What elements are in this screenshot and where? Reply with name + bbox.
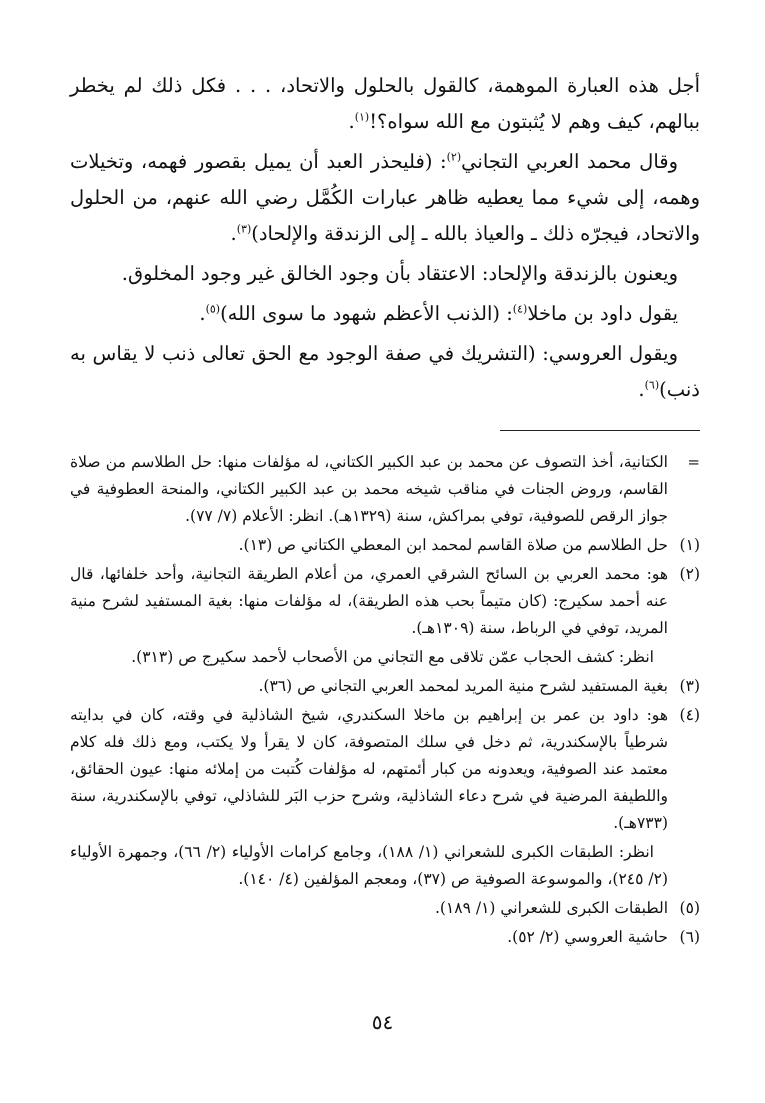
footnote-ref[interactable]: (١) (354, 110, 370, 124)
footnote-6 (70, 924, 700, 951)
paragraph-text: يقول داود بن ماخلا (527, 302, 678, 325)
footnote-text: الطبقات الكبرى للشعراني (١/ ١٨٩). (434, 899, 668, 917)
footnote-ref[interactable]: (٣) (236, 222, 252, 236)
paragraph-text: : (الذنب الأعظم شهود ما سوى الله) (220, 302, 513, 325)
footnote-text: الكتانية، أخذ التصوف عن محمد بن عبد الكبير الكتاني، له مؤلفات منها: حل الطلاسم من صلاة القاسم، وروض الجنات في مناقب شيخه محمد بن عبد الكبير الكتاني، والمنحة العطوفية في جواز الرقص للصوفية، توفي بمراكش، سنة (١٣٢٩هـ). انظر: الأعلام (٧/ ٧٧). (70, 453, 668, 525)
body-paragraph-3 (70, 256, 700, 292)
body-paragraph-5 (70, 336, 700, 408)
footnote-ref[interactable]: (٤) (512, 302, 528, 316)
footnote-text: حاشية العروسي (٢/ ٥٢). (507, 928, 668, 946)
footnote-number: (٢) (679, 565, 700, 583)
footnote-text: هو: محمد العربي بن السائح الشرقي العمري، من أعلام الطريقة التجانية، وأحد خلفائها، قال عنه أحمد سكيرج: (كان متيماً بحب هذه الطريقة)، له مؤلفات منها: بغية المستفيد لشرح منية المريد، توفي في الرباط، سنة (١٣٠٩هـ). (70, 565, 668, 637)
paragraph-end: . (638, 378, 645, 401)
body-paragraph-4 (70, 296, 700, 332)
page-content (70, 68, 700, 953)
footnote-number: (٦) (679, 928, 700, 946)
paragraph-text: وقال محمد العربي التجاني (461, 150, 678, 173)
footnote-text: انظر: كشف الحجاب عمّن تلاقى مع التجاني من الأصحاب لأحمد سكيرج ص (٣١٣). (131, 648, 654, 666)
footnote-text: بغية المستفيد لشرح منية المريد لمحمد العربي التجاني ص (٣٦). (258, 677, 668, 695)
footnote-text: انظر: الطبقات الكبرى للشعراني (١/ ١٨٨)، وجامع كرامات الأولياء (٢/ ٦٦)، وجمهرة الأولياء (٢/ ٢٤٥)، والموسوعة الصوفية ص (٣٧)، ومعجم المؤلفين (٤/ ١٤٠). (70, 843, 668, 888)
paragraph-text: ويقول العروسي: (التشريك في صفة الوجود مع الحق تعالى ذنب لا يقاس به ذنب) (70, 342, 700, 401)
page-number: ٥٤ (371, 1010, 394, 1034)
footnote-number: (٥) (679, 899, 700, 917)
footnote-divider (500, 430, 700, 431)
footnote-ref[interactable]: (٥) (205, 302, 221, 316)
footnote-ref[interactable]: (٦) (644, 378, 660, 392)
footnote-4-sources (70, 839, 700, 893)
continuation-mark: = (687, 453, 700, 471)
paragraph-end: . (199, 302, 206, 325)
paragraph-text: ويعنون بالزندقة والإلحاد: الاعتقاد بأن وجود الخالق غير وجود المخلوق. (121, 262, 678, 285)
footnote-2 (70, 561, 700, 642)
footnote-text: حل الطلاسم من صلاة القاسم لمحمد ابن المعطي الكتاني ص (١٣). (238, 536, 668, 554)
footnote-continuation (70, 449, 700, 530)
footnote-number: (١) (679, 536, 700, 554)
footnote-1 (70, 532, 700, 559)
footnote-4 (70, 702, 700, 837)
footnote-number: (٤) (679, 706, 700, 724)
footnote-number: (٣) (679, 677, 700, 695)
footnote-text: هو: داود بن عمر بن إبراهيم بن ماخلا السكندري، شيخ الشاذلية في وقته، كان في بدايته شرطياً بالإسكندرية، ثم دخل في سلك المتصوفة، كان لا يقرأ ولا يكتب، ومع ذلك فله كلام معتمد عند الصوفية، ويعدونه من كبار أئمتهم، له مؤلفات كُتبت من إملائه منها: عيون الحقائق، واللطيفة المرضية في شرح دعاء الشاذلية، وشرح حزب البَر للشاذلي، توفي بالإسكندرية، سنة (٧٣٣هـ). (70, 706, 668, 832)
footnote-5 (70, 895, 700, 922)
footnote-3 (70, 673, 700, 700)
paragraph-end: . (230, 222, 237, 245)
body-paragraph-2 (70, 144, 700, 252)
paragraph-text: : (فليحذر العبد أن يميل بقصور فهمه، وتخيلات وهمه، إلى شيء مما يعطيه ظاهر عبارات الكُمَّل رضي الله عنهم، من الحلول والاتحاد، فيجرّه ذلك ـ والعياذ بالله ـ إلى الزندقة والإلحاد) (70, 150, 700, 245)
footnote-ref[interactable]: (٢) (446, 150, 462, 164)
body-paragraph-1 (70, 68, 700, 140)
paragraph-end: . (348, 110, 355, 133)
paragraph-text: أجل هذه العبارة الموهمة، كالقول بالحلول والاتحاد، . . . فكل ذلك لم يخطر ببالهم، كيف وهم لا يُثبتون مع الله سواه؟! (70, 74, 700, 133)
footnote-2-sources (70, 644, 700, 671)
